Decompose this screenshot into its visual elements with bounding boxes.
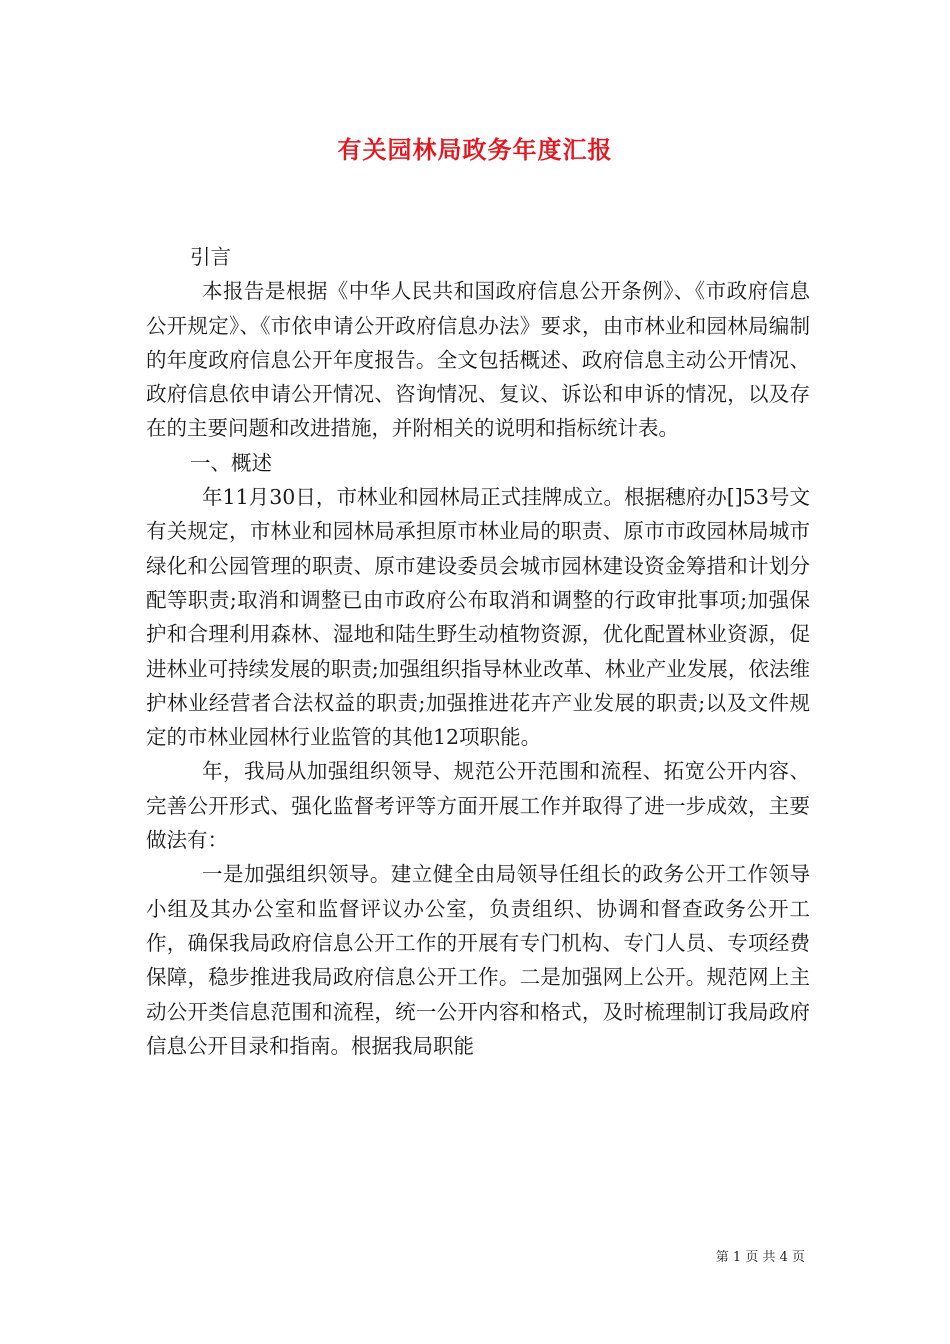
page-number-footer: 第 1 页 共 4 页 [715,1250,805,1265]
body-paragraph: 年11月30日，市林业和园林局正式挂牌成立。根据穗府办[]53号文有关规定，市林业和园林局承担原市林业局的职责、原市市政园林局城市绿化和公园管理的职责、原市建设委员会城市园林建设资金筹措和计划分配等职责;取消和调整已由市政府公布取消和调整的行政审批事项;加强保护和合理利用森林、湿地和陆生野生动植物资源，优化配置林业资源，促进林业可持续发展的职责;加强组织指导林业改革、林业产业发展，依法维护林业经营者合法权益的职责;加强推进花卉产业发展的职责;以及文件规定的市林业园林行业监管的其他12项职能。 [146,485,810,750]
intro-label: 引言 [190,245,231,269]
document-body [146,240,810,1063]
body-paragraph: 一是加强组织领导。建立健全由局领导任组长的政务公开工作领导小组及其办公室和监督评议办公室，负责组织、协调和督查政务公开工作，确保我局政府信息公开工作的开展有专门机构、专门人员、专项经费保障，稳步推进我局政府信息公开工作。二是加强网上公开。规范网上主动公开类信息范围和流程，统一公开内容和格式，及时梳理制订我局政府信息公开目录和指南。根据我局职能 [146,862,810,1058]
body-paragraph: 年，我局从加强组织领导、规范公开范围和流程、拓宽公开内容、完善公开形式、强化监督考评等方面开展工作并取得了进一步成效，主要做法有： [146,759,810,853]
intro-paragraph: 本报告是根据《中华人民共和国政府信息公开条例》、《市政府信息公开规定》、《市依申请公开政府信息办法》要求，由市林业和园林局编制的年度政府信息公开年度报告。全文包括概述、政府信息主动公开情况、政府信息依申请公开情况、咨询情况、复议、诉讼和申诉的情况，以及存在的主要问题和改进措施，并附相关的说明和指标统计表。 [146,279,810,441]
section-heading-overview: 一、概述 [190,450,272,475]
document-title: 有关园林局政务年度汇报 [337,135,613,164]
